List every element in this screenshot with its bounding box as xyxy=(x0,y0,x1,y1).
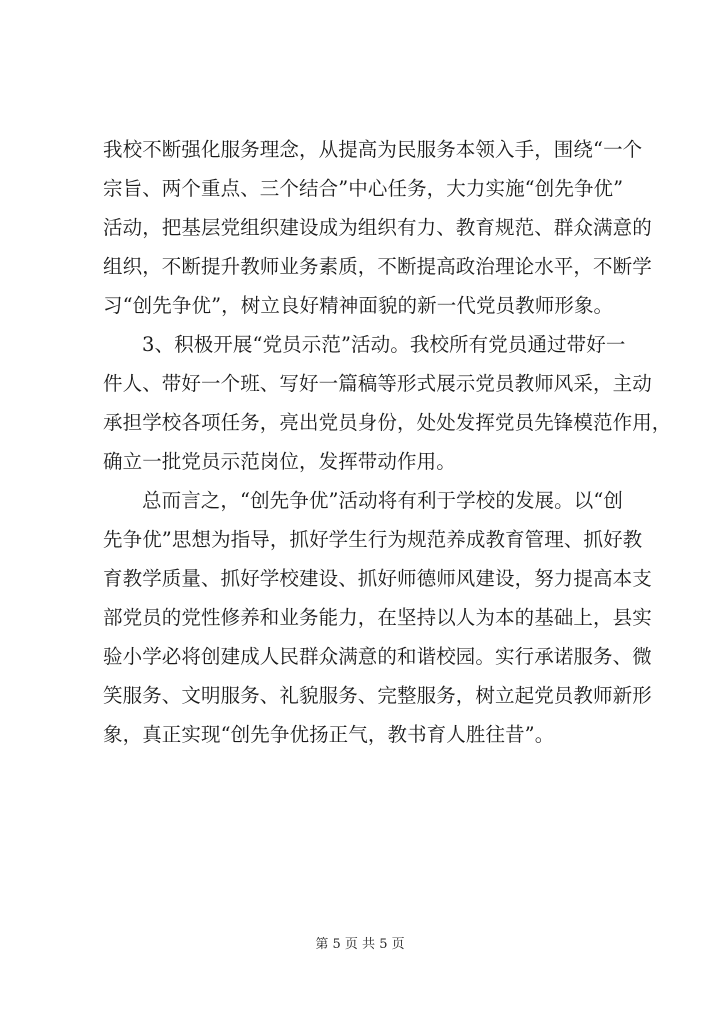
text-line: 先争优”思想为指导，抓好学生行为规范养成教育管理、抓好教 xyxy=(103,528,643,551)
text-line: 活动，把基层党组织建设成为组织有力、教育规范、群众满意的 xyxy=(103,216,652,239)
text-line: 件人、带好一个班、写好一篇稿等形式展示党员教师风采，主动 xyxy=(103,372,652,395)
text-line: 育教学质量、抓好学校建设、抓好师德师风建设，努力提高本支 xyxy=(103,567,652,590)
text-line: 笑服务、文明服务、礼貌服务、完整服务，树立起党员教师新形 xyxy=(103,684,652,707)
text-line: 部党员的党性修养和业务能力，在坚持以人为本的基础上，县实 xyxy=(103,606,652,629)
text-line: 我校不断强化服务理念，从提高为民服务本领入手，围绕“一个 xyxy=(103,138,643,161)
text-line: 验小学必将创建成人民群众满意的和谐校园。实行承诺服务、微 xyxy=(103,645,652,668)
text-line: 确立一批党员示范岗位，发挥带动作用。 xyxy=(103,450,456,473)
page-number-footer: 第 5 页 共 5 页 xyxy=(315,937,405,952)
text-line: 宗旨、两个重点、三个结合”中心任务，大力实施“创先争优” xyxy=(103,177,624,200)
text-line: 象，真正实现“创先争优扬正气，教书育人胜往昔”。 xyxy=(103,723,555,746)
text-line: 承担学校各项任务，亮出党员身份，处处发挥党员先锋模范作用， xyxy=(103,411,672,434)
paragraph-first-line: 3、积极开展“党员示范”活动。我校所有党员通过带好一 xyxy=(142,333,626,356)
paragraph-first-line: 总而言之，“创先争优”活动将有利于学校的发展。以“创 xyxy=(142,489,624,512)
text-line: 组织，不断提升教师业务素质，不断提高政治理论水平，不断学 xyxy=(103,255,652,278)
text-line: 习“创先争优”，树立良好精神面貌的新一代党员教师形象。 xyxy=(103,294,614,317)
